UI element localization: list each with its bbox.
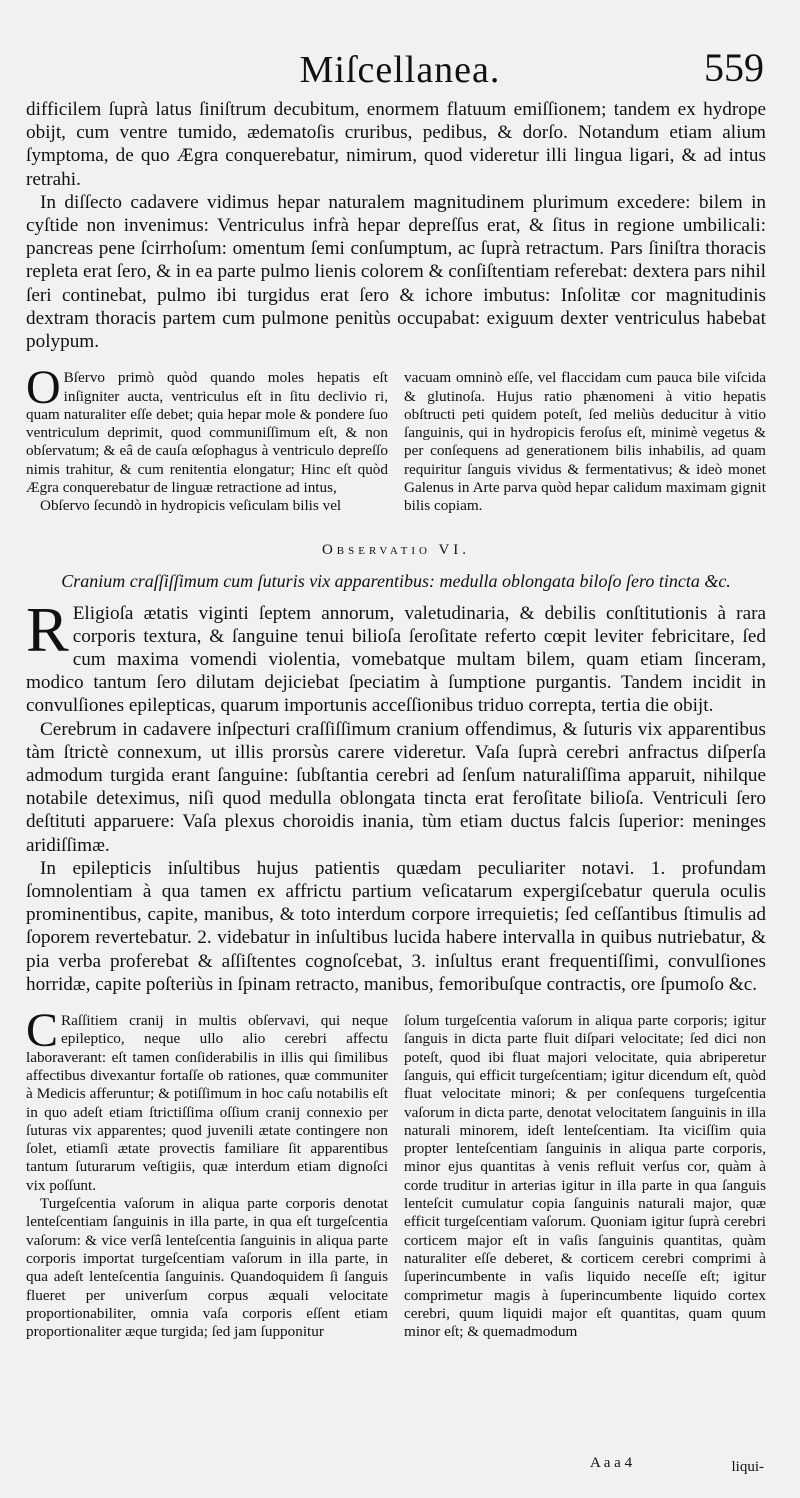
intro-paragraph: In diſſecto cadavere vidimus hepar naturalem magnitudinem plurimum excedere: bilem in cyſtide non invenimus: Ventriculus infrà hepar depreſſus erat, & ſitus in regione umbilicali: pancreas pene ſcirrhoſum: omentum ſemi conſumptum, ac ſuprà retractum. Pars ſiniſtra thoracis repleta erat ſero, & in ea parte pulmo lienis colorem & conſiſtentiam referebat: dextera pars nihil ſeri continebat, pulmo ibi turgidus erat ſero & ichore imbutus: Inſolitæ cor magnitudinis dextram thoracis partem cum pulmone penitùs occupabat: exiguum dexter ventriculus habebat polypum.: [26, 191, 766, 353]
observation-summary: Cranium craſſiſſimum cum ſuturis vix apparentibus: medulla oblongata biloſo ſero tincta &c.: [61, 570, 731, 591]
notes-left-column: [26, 361, 388, 515]
observation-title: Observatio VI.: [321, 541, 471, 558]
note-paragraph: ſolum turgeſcentia vaſorum in aliqua parte corporis; igitur ſanguis in dicta parte fluit diſpari velocitate; ſed dici non poteſt, quod ibi fluat majori velocitate, quia abriperetur ſanguis, qui efficit turgeſcentiam; igitur dicendum eſt, quòd fluat velocitate minori; & per conſequens turgeſcentia vaſorum in dicta parte, denotat velocitatem ſanguinis in illa naturali minorem, ideſt lenteſcentiam. Ita viciſſim quia propter lenteſcentiam ſanguinis in aliqua parte corporis, minor ejus quantitas à venis refluit verſus cor, quàm à corde truditur in arterias igitur in illa parte in qua ſanguis lenteſcit cumulatur copia ſanguinis naturali major, quæ efficit turgeſcentiam vaſorum. Quoniam igitur ſuprà cerebri corticem major eſt in vaſis ſanguinis quantitas, quàm naturaliter eſſe deberet, & corticem cerebri comprimi à ſuperincumbente in vaſis liquido neceſſe eſt; igitur comprimetur magis à ſuperincumbente liquido cortex cerebri, quum liquidi major eſt quantitas, quam quum minor eſt; & quemadmodum: [404, 1012, 766, 1341]
observation-paragraph: R Eligioſa ætatis viginti ſeptem annorum, valetudinaria, & debilis conſtitutionis à rara corporis textura, & ſanguine tenui bilioſa ſeroſitate referto cœpit leviter febricitare, ſed cum maxima vomendi violentia, vomebatque multam bilem, quam etiam ſinceram, modico tantum ſero dilutam dejiciebat ſpeciatim à ſumptione purgantis. Tandem incidit in convulſiones epilepticas, quarum importunis acceſſionibus triduo correpta, tertia die obijt.: [26, 593, 766, 717]
dropcap: R: [26, 593, 69, 665]
page-number: 559: [704, 45, 764, 90]
page-header: [0, 40, 800, 100]
page-body: [26, 98, 766, 1341]
notes-block-1: [26, 361, 766, 515]
intro-paragraph: difficilem ſuprà latus ſiniſtrum decubitum, enormem flatuum emiſſionem; tandem ex hydrope obijt, cum ventre tumido, ædematoſis cruribus, pedibus, & dorſo. Notandum etiam alium ſymptoma, de quo Ægra conquerebatur, nimirum, quod videretur illi lingua ligari, & ad intus retrahi.: [26, 99, 766, 190]
observation-text: [26, 593, 766, 996]
signature-mark: A a a 4: [590, 1455, 633, 1471]
observation-paragraph: In epilepticis inſultibus hujus patientis quædam peculiariter notavi. 1. profundam ſomnolentiam à qua tamen ex affrictu partium veſicatarum expergiſcebatur querula oculis prominentibus, capite, manibus, & toto interdum corpore irrequietis; ſed ceſſantibus ſtimulis ad ſoporem revertebatur. 2. videbatur in inſultibus lucida habere intervalla in quibus nutriebatur, & pia verba proferebat & aſſiſtentes cognoſcebat, 3. inſultus erant frequentiſſimi, convulſiones horridæ, capite poſteriùs in ſpinam retracto, manibus, femoribuſque contractis, ore ſpumoſo &c.: [26, 857, 766, 995]
notes-right-column: [404, 369, 766, 515]
dropcap: C: [26, 1004, 59, 1058]
notes-right-column: [404, 1012, 766, 1341]
dropcap: O: [26, 361, 61, 415]
note-paragraph: Turgeſcentia vaſorum in aliqua parte corporis denotat lenteſcentiam ſanguinis in illa parte, in qua eſt turgeſcentia vaſorum: & vice verſâ lenteſcentia ſanguinis in aliqua parte corporis importat turgeſcentiam vaſorum in illa parte, in qua adeſt lenteſcentia ſanguinis. Quandoquidem ſi ſanguis flueret per univerſum corpus æquali velocitate proportionabiliter, omnia vaſa corporis eſſent etiam proportionaliter æque turgida; ſed jam ſupponitur: [26, 1195, 388, 1341]
catchword: liqui-: [731, 1459, 764, 1475]
notes-block-2: [26, 1004, 766, 1341]
notes-left-column: [26, 1004, 388, 1341]
observation-paragraph: Cerebrum in cadavere inſpecturi craſſiſſimum cranium offendimus, & ſuturis vix apparentibus tàm ſtrictè connexum, ut illis prorsùs carere videretur. Vaſa ſuprà cerebri anfractus diſperſa admodum turgida erant ſanguine: ſubſtantia cerebri ad ſenſum naturaliſſima apparuit, nihilque notabile deteximus, niſi quod medulla oblongata tincta erat feroſitate bilioſa. Ventriculi ſero deſtituti apparuere: Vaſa plexus choroidis inania, tùm etiam ductus falcis ſuperior: meninges aridiſſimæ.: [26, 718, 766, 856]
note-paragraph: C Raſſitiem cranij in multis obſervavi, qui neque epileptico, neque ullo alio cerebri affectu laboraverant: eſt tamen conſiderabilis in illis qui ſimilibus affectibus divexantur fortaſſe ob rationes, quæ communiter à Medicis afferuntur; & potiſſimum in hoc caſu notabilis eſt in quo adeſt etiam ſtrictiſſima oſſium cranij connexio per ſuturas vix apparentes; quod juvenili ætate contingere non ſolet, etiamſi ætate provectis familiare ſit apparentibus tantum ſuturarum veſtigiis, quæ interdum etiam dignoſci vix poſſunt.: [26, 1004, 388, 1194]
running-head: Miſcellanea.: [299, 49, 501, 91]
note-paragraph: O Bſervo primò quòd quando moles hepatis eſt inſigniter aucta, ventriculus eſt in ſitu declivio ri, quam naturaliter eſſe debet; quia hepar mole & pondere ſuo ventriculum deprimit, quod communiſſimum eſt, & non obſervatum; & eâ de cauſa œſophagus à ventriculo depreſſo nimis trahitur, & cum renitentia elongatur; Hinc eſt quòd Ægra conquerebatur de linguæ retractione ad intus,: [26, 361, 388, 497]
note-paragraph: Obſervo ſecundò in hydropicis veſiculam bilis vel: [40, 497, 342, 515]
intro-text: [26, 98, 766, 353]
note-paragraph: vacuam omninò eſſe, vel flaccidam cum pauca bile viſcida & glutinoſa. Hujus ratio phænomeni à vitio hepatis obſtructi peti quidem poteſt, ſed meliùs deducitur à vitio ſanguinis, qui in hydropicis feroſus eſt, minimè vegetus & per conſequens ad generationem bilis inhabilis, ad quam requiritur ſanguis vividus & fermentativus; & ideò monet Galenus in Arte parva quòd hepar calidum maximam gignit bilis copiam.: [404, 369, 766, 515]
